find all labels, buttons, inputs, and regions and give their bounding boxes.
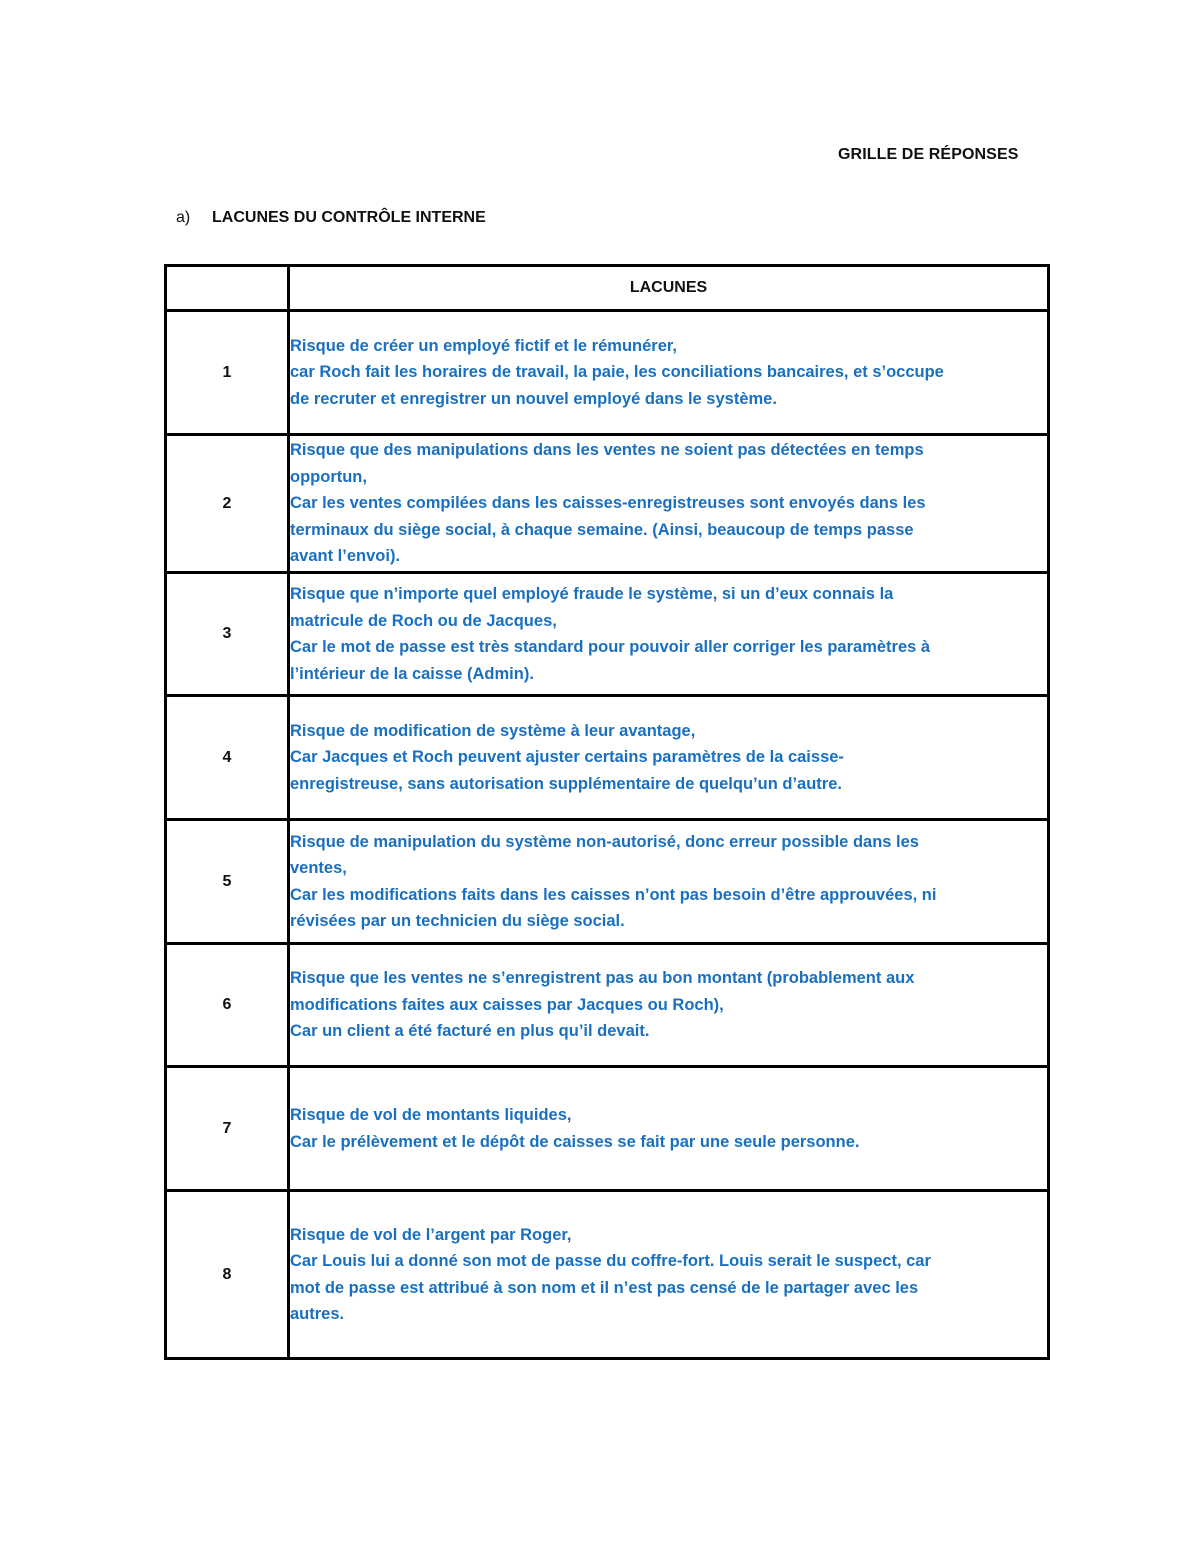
lacune-text-line: enregistreuse, sans autorisation supplémentaire de quelqu’un d’autre.	[290, 774, 842, 793]
lacune-text-line: Risque de vol de montants liquides,	[290, 1106, 572, 1124]
row-number: 5	[166, 820, 289, 944]
lacune-description	[289, 1067, 1049, 1191]
lacune-text-line: Car le prélèvement et le dépôt de caisses se fait par une seule personne.	[290, 1132, 860, 1151]
lacune-text-line: Risque de créer un employé fictif et le rémunérer,	[290, 336, 677, 355]
row-number: 8	[166, 1191, 289, 1359]
row-number: 2	[166, 435, 289, 573]
section-title: LACUNES DU CONTRÔLE INTERNE	[212, 209, 486, 226]
lacune-text-line: Car le mot de passe est très standard pour pouvoir aller corriger les paramètres à	[290, 638, 931, 656]
lacune-description	[289, 1191, 1049, 1359]
table-body	[166, 266, 1049, 1359]
table-row	[166, 944, 1049, 1067]
table-row	[166, 820, 1049, 944]
header-blank-cell	[166, 266, 289, 311]
lacune-text-line: car Roch fait les horaires de travail, la paie, les conciliations bancaires, et s’occupe	[290, 363, 944, 382]
lacunes-table	[164, 264, 1050, 1360]
lacune-description	[289, 573, 1049, 696]
lacune-text-line: Car Louis lui a donné son mot de passe du coffre-fort. Louis serait le suspect, car	[290, 1252, 931, 1270]
lacune-description	[289, 435, 1049, 573]
section-marker: a)	[176, 209, 191, 226]
lacune-text-line: révisées par un technicien du siège social.	[290, 912, 625, 930]
table-row	[166, 1191, 1049, 1359]
lacune-text-line: Risque de modification de système à leur avantage,	[290, 721, 696, 740]
table-row	[166, 573, 1049, 696]
lacune-text-line: matricule de Roch ou de Jacques,	[290, 611, 557, 630]
lacune-text-line: terminaux du siège social, à chaque semaine. (Ainsi, beaucoup de temps passe	[290, 520, 914, 539]
lacune-text-line: avant l’envoi).	[290, 547, 401, 566]
lacune-text-line: autres.	[290, 1305, 345, 1323]
header-lacunes-cell: LACUNES	[289, 266, 1049, 311]
lacune-text-line: Risque que n’importe quel employé fraude le système, si un d’eux connais la	[290, 585, 894, 603]
section-heading	[176, 209, 486, 227]
lacune-text-line: Risque que les ventes ne s’enregistrent pas au bon montant (probablement aux	[290, 969, 915, 988]
row-number: 3	[166, 573, 289, 696]
table-header-row	[166, 266, 1049, 311]
row-number: 1	[166, 311, 289, 435]
page-title: GRILLE DE RÉPONSES	[838, 146, 1019, 163]
lacune-text-line: Car les ventes compilées dans les caisses-enregistreuses sont envoyés dans les	[290, 494, 926, 513]
lacune-text-line: mot de passe est attribué à son nom et il n’est pas censé de le partager avec les	[290, 1278, 919, 1297]
lacune-text-line: l’intérieur de la caisse (Admin).	[290, 664, 534, 683]
row-number: 7	[166, 1067, 289, 1191]
lacune-text-line: Car Jacques et Roch peuvent ajuster certains paramètres de la caisse-	[290, 748, 844, 767]
lacune-text-line: opportun,	[290, 467, 367, 486]
lacune-text-line: Risque de manipulation du système non-autorisé, donc erreur possible dans les	[290, 832, 919, 851]
lacune-description	[289, 820, 1049, 944]
lacune-text-line: Car les modifications faits dans les caisses n’ont pas besoin d’être approuvées, ni	[290, 885, 937, 904]
row-number: 4	[166, 696, 289, 820]
lacune-text-line: modifications faites aux caisses par Jacques ou Roch),	[290, 995, 724, 1014]
lacune-text-line: Risque que des manipulations dans les ventes ne soient pas détectées en temps	[290, 441, 924, 460]
lacune-text-line: ventes,	[290, 859, 347, 877]
lacune-description	[289, 696, 1049, 820]
row-number: 6	[166, 944, 289, 1067]
lacune-text-line: de recruter et enregistrer un nouvel employé dans le système.	[290, 389, 777, 408]
lacune-description	[289, 311, 1049, 435]
lacune-text-line: Risque de vol de l’argent par Roger,	[290, 1225, 572, 1244]
lacune-description	[289, 944, 1049, 1067]
table-row	[166, 1067, 1049, 1191]
table-row	[166, 696, 1049, 820]
table-row	[166, 435, 1049, 573]
lacune-text-line: Car un client a été facturé en plus qu’il devait.	[290, 1022, 650, 1041]
table-row	[166, 311, 1049, 435]
